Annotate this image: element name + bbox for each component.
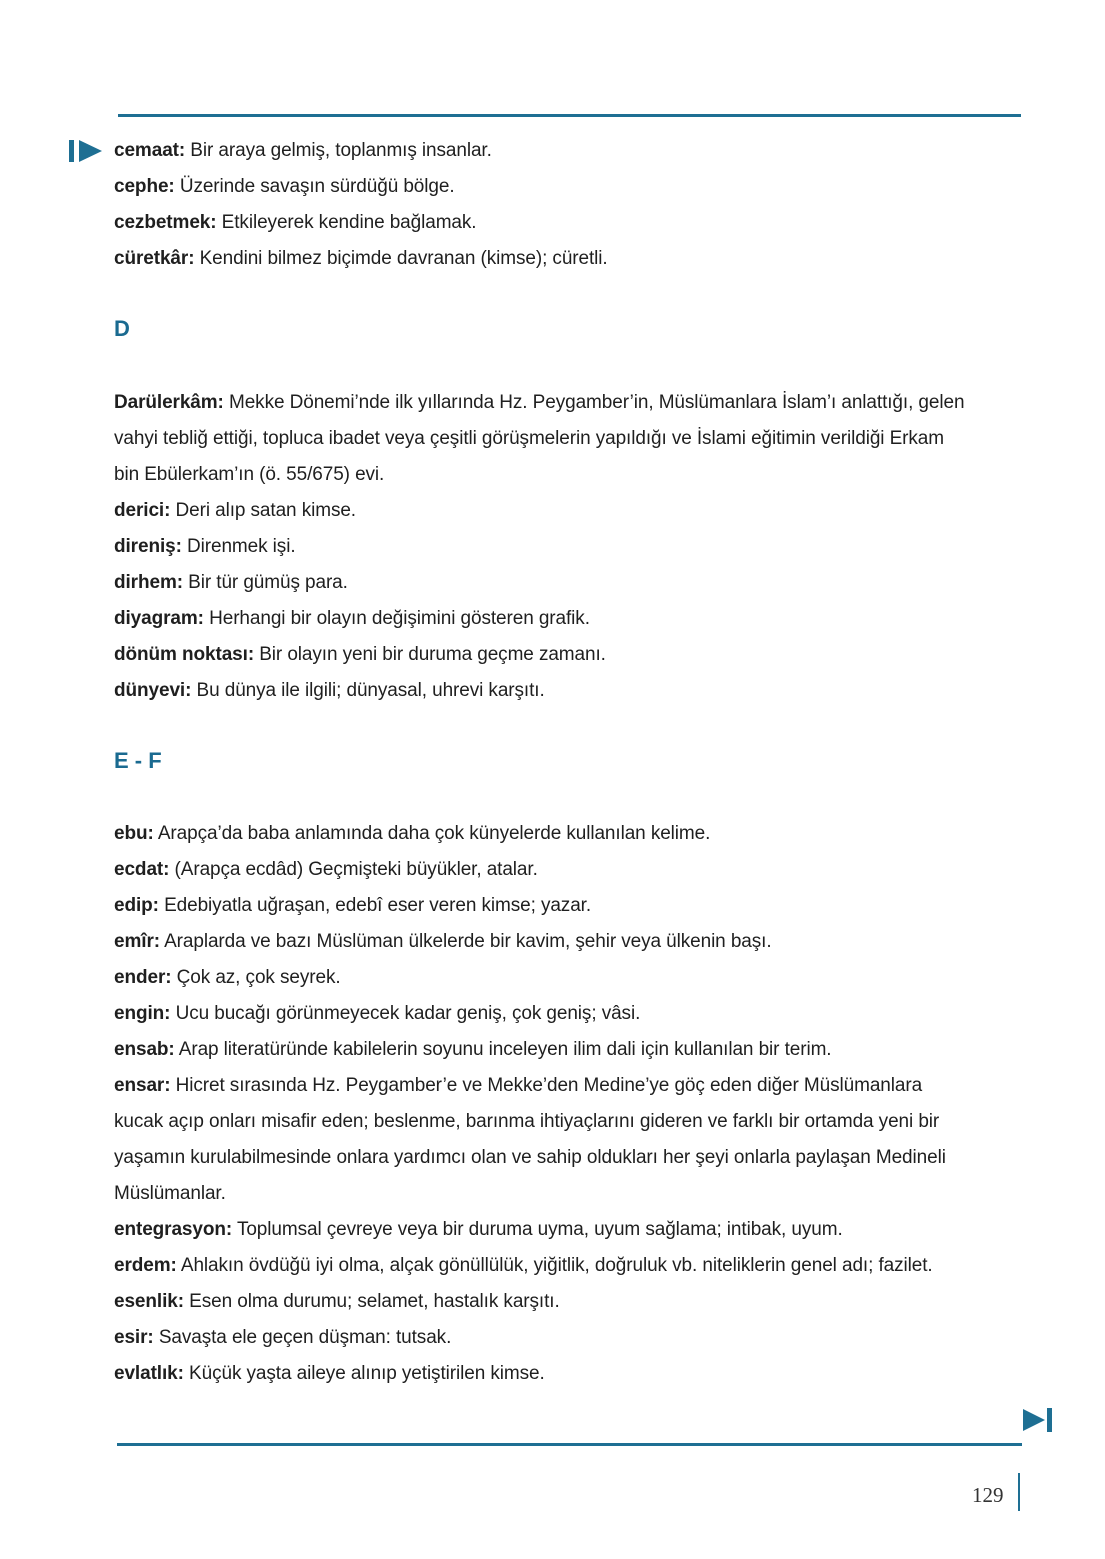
glossary-entry [114,211,476,235]
glossary-entry [114,1290,560,1314]
entry-term: Darülerkâm: [114,392,224,413]
entry-definition: Savaşta ele geçen düşman: tutsak. [153,1327,452,1348]
entry-term: erdem: [114,1255,177,1276]
entry-term: cephe: [114,176,175,197]
glossary-entry [114,499,356,523]
page-number: 129 [972,1483,1004,1507]
entry-term: dünyevi: [114,680,192,701]
glossary-entry [114,1038,831,1062]
entry-term: entegrasyon: [114,1219,233,1240]
glossary-entry [114,1362,545,1386]
glossary-entry [114,1326,451,1350]
entry-definition: Üzerinde savaşın sürdüğü bölge. [174,176,455,197]
entry-definition: Küçük yaşta aileye alınıp yetiştirilen kimse. [183,1363,545,1384]
section-heading-e-f: E - F [114,748,162,773]
glossary-entry [114,858,538,882]
entry-term: cemaat: [114,140,186,161]
entry-term: esenlik: [114,1291,184,1312]
entry-term: emîr: [114,931,160,952]
entry-term: evlatlık: [114,1363,184,1384]
glossary-entry [114,175,455,199]
entry-continuation: vahyi tebliğ ettiği, topluca ibadet veya çeşitli görüşmelerin yapıldığı ve İslami eğitimin verildiği Erkam [114,428,945,449]
entry-definition: Mekke Dönemi’nde ilk yıllarında Hz. Peygamber’in, Müslümanlara İslam’ı anlattığı, gelen [223,392,965,413]
entry-definition: Ucu bucağı görünmeyecek kadar geniş, çok geniş; vâsi. [170,1003,641,1024]
entry-term: ecdat: [114,859,170,880]
entry-term: direniş: [114,536,182,557]
entry-definition: Etkileyerek kendine bağlamak. [216,212,477,233]
entry-definition: Bir olayın yeni bir duruma geçme zamanı. [254,644,606,665]
entry-definition: Edebiyatla uğraşan, edebî eser veren kimse; yazar. [158,895,592,916]
entry-definition: Kendini bilmez biçimde davranan (kimse); cüretli. [194,248,608,269]
glossary-entry [114,247,608,271]
entry-term: cüretkâr: [114,248,195,269]
glossary-entry [114,1002,640,1026]
glossary-entry [114,822,710,846]
glossary-entry [114,139,492,163]
entry-definition: (Arapça ecdâd) Geçmişteki büyükler, atalar. [169,859,538,880]
entry-term: derici: [114,500,171,521]
entry-definition: Bir araya gelmiş, toplanmış insanlar. [185,140,492,161]
entry-definition: Ahlakın övdüğü iyi olma, alçak gönüllülük, yiğitlik, doğruluk vb. niteliklerin genel adı; fazilet. [176,1255,933,1276]
entry-term: ebu: [114,823,154,844]
entry-definition: Esen olma durumu; selamet, hastalık karşıtı. [183,1291,560,1312]
entry-definition: Araplarda ve bazı Müslüman ülkelerde bir kavim, şehir veya ülkenin başı. [159,931,772,952]
glossary-entry [114,894,591,918]
bottom-rule [117,1443,1022,1446]
entry-definition: Arapça’da baba anlamında daha çok künyelerde kullanılan kelime. [153,823,711,844]
entry-definition: Direnmek işi. [181,536,296,557]
entry-term: esir: [114,1327,154,1348]
entry-continuation: kucak açıp onları misafir eden; beslenme, barınma ihtiyaçlarını gideren ve farklı bir ortamda yeni bir [114,1111,940,1132]
glossary-entry [114,391,964,415]
section-heading-d: D [114,316,130,341]
entry-term: cezbetmek: [114,212,217,233]
entry-definition: Bir tür gümüş para. [182,572,348,593]
entry-term: ensab: [114,1039,175,1060]
entry-continuation: Müslümanlar. [114,1183,226,1204]
entry-continuation: yaşamın kurulabilmesinde onlara yardımcı olan ve sahip oldukları her şeyi onlarla paylaşan Medineli [114,1147,946,1168]
entry-definition: Herhangi bir olayın değişimini gösteren grafik. [203,608,590,629]
glossary-entry [114,1074,922,1098]
glossary-entry [114,607,590,631]
entry-definition: Arap literatüründe kabilelerin soyunu inceleyen ilim dali için kullanılan bir terim. [174,1039,832,1060]
page-number-divider [1018,1473,1020,1511]
play-end-icon [1023,1408,1053,1432]
glossary-entry [114,643,606,667]
top-rule [118,114,1021,117]
entry-term: dönüm noktası: [114,644,255,665]
glossary-entry [114,966,341,990]
entry-term: diyagram: [114,608,204,629]
entry-continuation: bin Ebülerkam’ın (ö. 55/675) evi. [114,464,385,485]
entry-term: ensar: [114,1075,171,1096]
entry-definition: Hicret sırasında Hz. Peygamber’e ve Mekke’den Medine’ye göç eden diğer Müslümanlara [170,1075,923,1096]
entry-term: engin: [114,1003,171,1024]
glossary-entry [114,535,296,559]
entry-definition: Deri alıp satan kimse. [170,500,356,521]
glossary-entry [114,1254,933,1278]
glossary-entry [114,679,545,703]
entry-term: dirhem: [114,572,183,593]
play-start-icon [69,140,103,162]
glossary-entry [114,571,348,595]
glossary-entry [114,930,772,954]
entry-definition: Bu dünya ile ilgili; dünyasal, uhrevi karşıtı. [191,680,545,701]
entry-definition: Toplumsal çevreye veya bir duruma uyma, uyum sağlama; intibak, uyum. [232,1219,843,1240]
glossary-entry [114,1218,843,1242]
entry-term: edip: [114,895,159,916]
entry-term: ender: [114,967,172,988]
entry-definition: Çok az, çok seyrek. [171,967,341,988]
